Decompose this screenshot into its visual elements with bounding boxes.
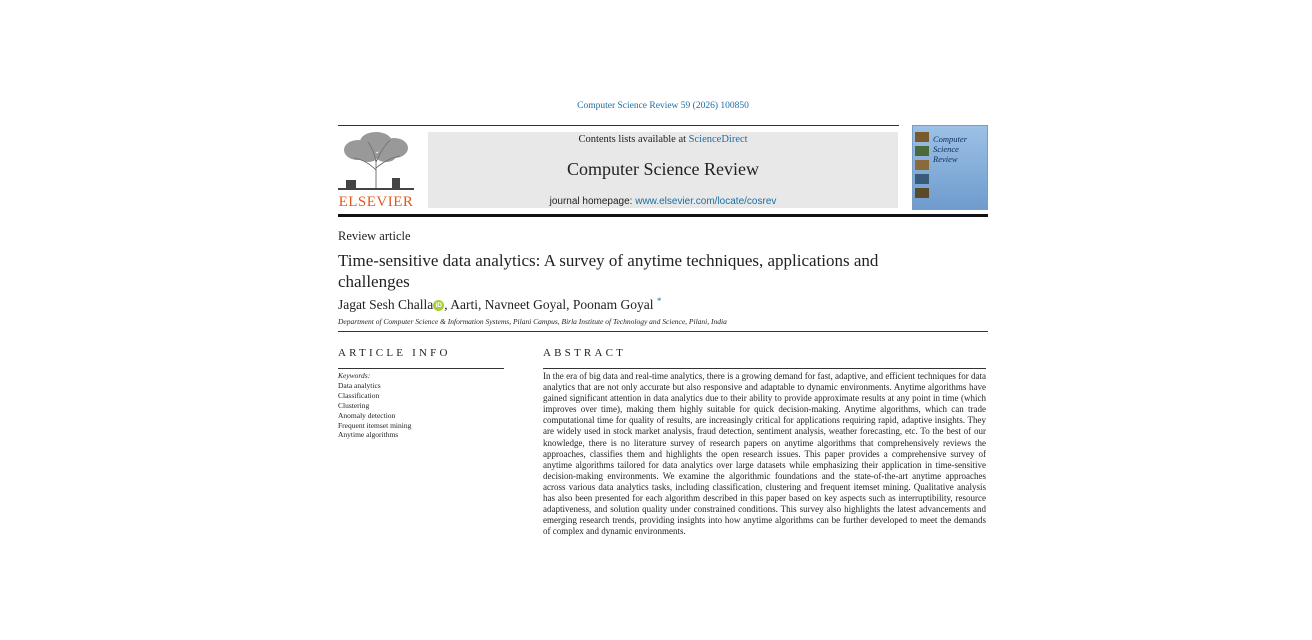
- journal-header: [338, 130, 988, 210]
- sciencedirect-link[interactable]: ScienceDirect: [688, 134, 748, 145]
- author-name[interactable]: Poonam Goyal: [572, 297, 654, 312]
- keyword-item: Anytime algorithms: [338, 430, 399, 440]
- cover-image-strip: [915, 174, 929, 184]
- header-top-rule: [338, 125, 899, 126]
- journal-cover-thumbnail: [912, 125, 988, 210]
- cover-image-strip: [915, 188, 929, 198]
- keyword-item: Classification: [338, 390, 380, 400]
- keyword-item: Data analytics: [338, 380, 381, 390]
- author-separator: ,: [478, 297, 485, 312]
- abstract-text: In the era of big data and real-time analytics, there is a growing demand for fast, adaptive, and efficient techniques for data analytics that are not only accurate but also responsive and adaptable to dynamic environments. Anytime algorithms have gained significant attention in data analytics due to their ability to provide approximate results at any point in time (which improves over time), making them highly suitable for quick decision-making. Anytime algorithms, which can trade computational time for quality of results, are increasingly critical for applications requiring rapid, adaptive insights. They are widely used in stock market analysis, fraud detection, sentiment analysis, weather forecasting, etc. To the best of our knowledge, there is no literature survey of research papers on anytime algorithms that comprehensively reviews the approaches, classifies them and highlights the open research issues. This paper provides a comprehensive survey of anytime algorithms tailored for data analytics over large datasets while emphasizing their application in time-sensitive decision-making environments. We examine the algorithmic foundations and the state-of-the-art anytime approaches across various data analytics tasks, including classification, clustering and frequent itemset mining. Qualitative analysis has also been presented for each algorithm described in this paper based on key aspects such as interruptibility, resource adaptiveness, and solution quality under constrained conditions. This survey also highlights the latest advancements and emerging research trends, providing insights into how anytime algorithms can be further developed to meet the demands of complex and dynamic environments.: [543, 371, 986, 537]
- publisher-wordmark: ELSEVIER: [338, 194, 414, 210]
- keyword-item: Anomaly detection: [338, 410, 396, 420]
- keywords-label: Keywords:: [338, 371, 371, 380]
- author-list: [338, 296, 661, 313]
- author-name[interactable]: Aarti: [450, 297, 478, 312]
- homepage-line: [428, 196, 898, 207]
- elsevier-logo: [338, 130, 414, 210]
- tree-of-knowledge-icon: [338, 130, 414, 192]
- keyword-item: Clustering: [338, 400, 370, 410]
- section-divider: [338, 331, 988, 332]
- cover-image-strip: [915, 132, 929, 142]
- orcid-icon[interactable]: iD: [433, 300, 444, 311]
- article-info-rule: [338, 368, 504, 369]
- corresponding-author-mark[interactable]: *: [656, 296, 662, 306]
- header-bottom-rule: [338, 214, 988, 217]
- cover-image-strip: [915, 146, 929, 156]
- homepage-prefix: journal homepage:: [549, 196, 633, 207]
- article-title: Time-sensitive data analytics: A survey of anytime techniques, applications and challenges: [338, 251, 879, 291]
- author-separator: ,: [566, 297, 573, 312]
- homepage-link[interactable]: www.elsevier.com/locate/cosrev: [635, 196, 777, 207]
- keywords-block: [338, 371, 411, 440]
- cover-title-line: Computer: [933, 134, 967, 144]
- cover-title: [933, 134, 967, 164]
- author-name[interactable]: Navneet Goyal: [484, 297, 567, 312]
- author-separator: ,: [444, 297, 451, 312]
- author-name[interactable]: Jagat Sesh Challa: [338, 297, 434, 312]
- cover-image-strip: [915, 160, 929, 170]
- contents-line: [428, 134, 898, 145]
- article-type: Review article: [338, 229, 411, 243]
- abstract-heading: ABSTRACT: [543, 347, 627, 359]
- journal-name: Computer Science Review: [567, 159, 759, 179]
- article-info-heading: ARTICLE INFO: [338, 347, 451, 359]
- author-affiliation: Department of Computer Science & Information Systems, Pilani Campus, Birla Institute of Technology and Science, Pilani, India: [338, 317, 727, 326]
- abstract-rule: [543, 368, 986, 369]
- cover-title-line: Review: [933, 154, 958, 164]
- cover-title-line: Science: [933, 144, 959, 154]
- contents-prefix: Contents lists available at: [578, 134, 687, 145]
- journal-info-box: [428, 132, 898, 208]
- citation-link[interactable]: Computer Science Review 59 (2026) 100850: [577, 101, 749, 111]
- journal-citation[interactable]: [338, 101, 988, 111]
- keyword-item: Frequent itemset mining: [338, 420, 412, 430]
